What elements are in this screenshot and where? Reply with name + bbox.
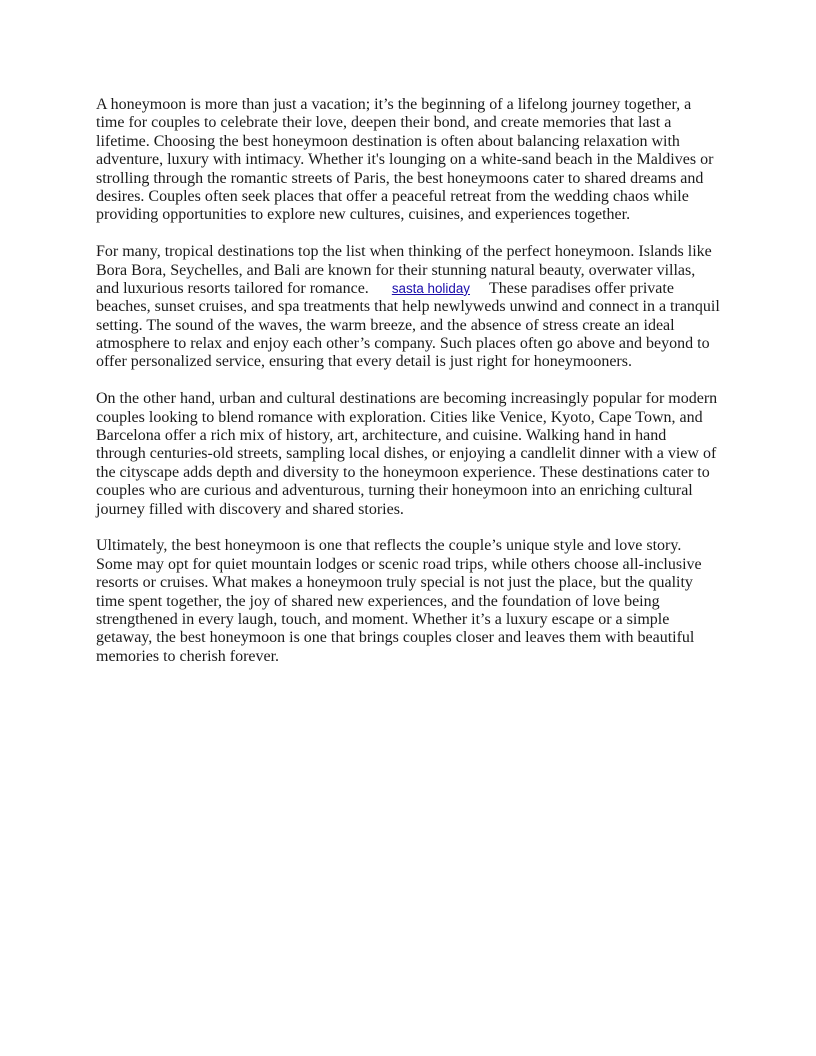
text-line: adventure, luxury with intimacy. Whether it's lounging on a white-sand beach in the Maldives or — [96, 151, 714, 169]
text-line-with-link — [96, 280, 722, 298]
paragraph-urban — [96, 390, 722, 519]
sasta-holiday-link[interactable]: sasta holiday — [391, 280, 470, 296]
text-line: getaway, the best honeymoon is one that brings couples closer and leaves them with beautiful — [96, 629, 695, 647]
text-line: offer personalized service, ensuring that every detail is just right for honeymooners. — [96, 353, 632, 371]
text-line: strengthened in every laugh, touch, and moment. Whether it’s a luxury escape or a simple — [96, 610, 670, 628]
text-line: through centuries-old streets, sampling local dishes, or enjoying a candlelit dinner with a view of — [96, 445, 717, 463]
text-line: Bora Bora, Seychelles, and Bali are known for their stunning natural beauty, overwater villas, — [96, 261, 696, 279]
text-line: time spent together, the joy of shared new experiences, and the foundation of love being — [96, 592, 660, 610]
text-line: desires. Couples often seek places that offer a peaceful retreat from the wedding chaos while — [96, 187, 689, 205]
text-line: the cityscape adds depth and diversity to the honeymoon experience. These destinations cater to — [96, 463, 710, 481]
text-line: Barcelona offer a rich mix of history, art, architecture, and cuisine. Walking hand in hand — [96, 427, 667, 445]
text-line: time for couples to celebrate their love, deepen their bond, and create memories that last a — [96, 114, 672, 132]
text-line: A honeymoon is more than just a vacation; it’s the beginning of a lifelong journey together, a — [96, 96, 692, 113]
text-line: couples looking to blend romance with exploration. Cities like Venice, Kyoto, Cape Town, and — [96, 408, 703, 426]
text-line: journey filled with discovery and shared stories. — [96, 500, 404, 518]
paragraph-tropical — [96, 243, 722, 372]
text-line: couples who are curious and adventurous, turning their honeymoon into an enriching cultural — [96, 482, 693, 500]
text-line: For many, tropical destinations top the list when thinking of the perfect honeymoon. Islands like — [96, 243, 712, 261]
text-line: atmosphere to relax and enjoy each other’s company. Such places often go above and beyond to — [96, 335, 710, 353]
text-before-link: and luxurious resorts tailored for romance. — [96, 279, 369, 297]
text-line: Some may opt for quiet mountain lodges or scenic road trips, while others choose all-inclusive — [96, 555, 702, 573]
paragraph-intro — [96, 96, 722, 225]
text-line: strolling through the romantic streets of Paris, the best honeymoons cater to shared dreams and — [96, 169, 704, 187]
text-line: resorts or cruises. What makes a honeymoon truly special is not just the place, but the quality — [96, 574, 693, 592]
text-line: setting. The sound of the waves, the warm breeze, and the absence of stress create an ideal — [96, 316, 675, 334]
text-line: memories to cherish forever. — [96, 647, 280, 665]
text-line: Ultimately, the best honeymoon is one that reflects the couple’s unique style and love story. — [96, 537, 682, 555]
paragraph-conclusion — [96, 537, 722, 666]
text-line: beaches, sunset cruises, and spa treatments that help newlyweds unwind and connect in a tranquil — [96, 298, 720, 316]
text-after-link: These paradises offer private — [488, 279, 674, 297]
document-page — [96, 96, 722, 685]
text-line: lifetime. Choosing the best honeymoon destination is often about balancing relaxation with — [96, 132, 680, 150]
text-line: providing opportunities to explore new cultures, cuisines, and experiences together. — [96, 206, 631, 224]
text-line: On the other hand, urban and cultural destinations are becoming increasingly popular for modern — [96, 390, 718, 408]
